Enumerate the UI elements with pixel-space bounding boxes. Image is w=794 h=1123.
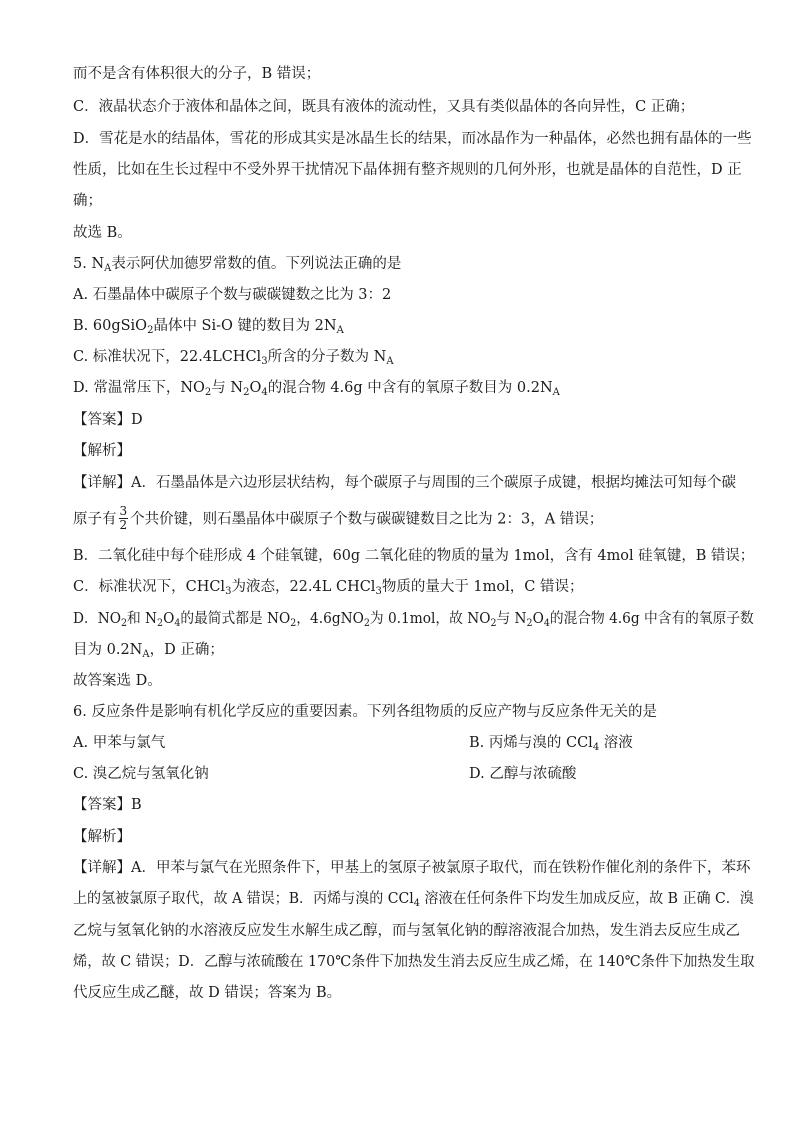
option-b: B. 丙烯与溴的 CCl$_4$ 溶液 (469, 735, 633, 753)
analysis-label: 【解析】 (73, 443, 131, 459)
fraction: $\frac{3}{2}$ (119, 504, 128, 532)
detail-line: 【详解】A．石墨晶体是六边形层状结构，每个碳原子与周围的三个碳原子成键，根据均摊法可知每个碳 (73, 475, 736, 491)
option-c: C. 溴乙烷与氢氧化钠 (73, 766, 209, 782)
detail-line: 【详解】A．甲苯与氯气在光照条件下，甲基上的氢原子被氯原子取代，而在铁粉作催化剂的条件下，苯环 (73, 860, 751, 876)
detail-line: 原子有 $\frac{3}{2}$ 个共价键，则石墨晶体中碳原子个数与碳碳键数目之比为 2：3，A 错误； (73, 504, 604, 532)
option-d: D. 乙醇与浓硫酸 (469, 766, 577, 782)
option-d: D. 常温常压下，$NO_2$与 $N_2O_4$的混合物 4.6g 中含有的氧原子数目为 $0.2N_A$ (73, 380, 560, 398)
text-line: C．液晶状态介于液体和晶体之间，既具有液体的流动性，又具有类似晶体的各向异性，C 正确； (73, 99, 695, 115)
option-b: B. 60gSiO$_2$晶体中 Si-O 键的数目为 $2N_A$ (73, 318, 344, 336)
detail-line: D．$NO_2$和 $N_2O_4$的最简式都是 $NO_2$，4.6gNO$_2$为 0.1mol，故 $NO_2$与 $N_2O_4$的混合物 4.6g 中含有的氧原子数 (73, 611, 754, 629)
option-c: C. 标准状况下，22.4LCHCl$_3$所含的分子数为 $N_A$ (73, 349, 394, 367)
detail-line: 上的氢被氯原子取代，故 A 错误；B．丙烯与溴的 CCl$_4$ 溶液在任何条件下均发生加成反应，故 B 正确 C．溴 (73, 891, 754, 909)
answer-label: 【答案】D (73, 412, 143, 428)
question-6-stem: 6. 反应条件是影响有机化学反应的重要因素。下列各组物质的反应产物与反应条件无关的是 (73, 704, 657, 720)
detail-line: 目为 $0.2N_A$，D 正确； (73, 642, 224, 660)
detail-line: B．二氧化硅中每个硅形成 4 个硅氧键，60g 二氧化硅的物质的量为 1mol，含有 4mol 硅氧键，B 错误； (73, 548, 755, 564)
question-5-stem: 5. $N_A$表示阿伏加德罗常数的值。下列说法正确的是 (73, 256, 402, 274)
analysis-label: 【解析】 (73, 829, 131, 845)
detail-line: C．标准状况下，CHCl$_3$为液态，22.4L CHCl$_3$物质的量大于 1mol，C 错误； (73, 579, 584, 597)
text-line: 性质，比如在生长过程中不受外界干扰情况下晶体拥有整齐规则的几何外形，也就是晶体的自范性，D 正 (73, 162, 742, 178)
detail-line: 乙烷与氢氧化钠的水溶液反应发生水解生成乙醇，而与氢氧化钠的醇溶液混合加热，发生消去反应生成乙 (73, 923, 740, 939)
option-row (73, 733, 734, 753)
text-line: D．雪花是水的结晶体，雪花的形成其实是冰晶生长的结果，而冰晶作为一种晶体，必然也拥有晶体的一些 (73, 131, 752, 147)
option-row (73, 764, 734, 784)
detail-line: 烯，故 C 错误；D．乙醇与浓硫酸在 170℃条件下加热发生消去反应生成乙烯，在 140℃条件下加热发生取 (73, 954, 755, 970)
answer-label: 【答案】B (73, 797, 142, 813)
detail-line: 代反应生成乙醚，故 D 错误；答案为 B。 (73, 985, 342, 1001)
text-line: 而不是含有体积很大的分子，B 错误； (73, 66, 321, 82)
text-line: 故选 B。 (73, 225, 132, 241)
conclusion-line: 故答案选 D。 (73, 673, 162, 689)
option-a: A. 甲苯与氯气 (73, 735, 166, 751)
text-line: 确； (73, 193, 102, 209)
option-a: A. 石墨晶体中碳原子个数与碳碳键数之比为 3：2 (73, 287, 392, 303)
